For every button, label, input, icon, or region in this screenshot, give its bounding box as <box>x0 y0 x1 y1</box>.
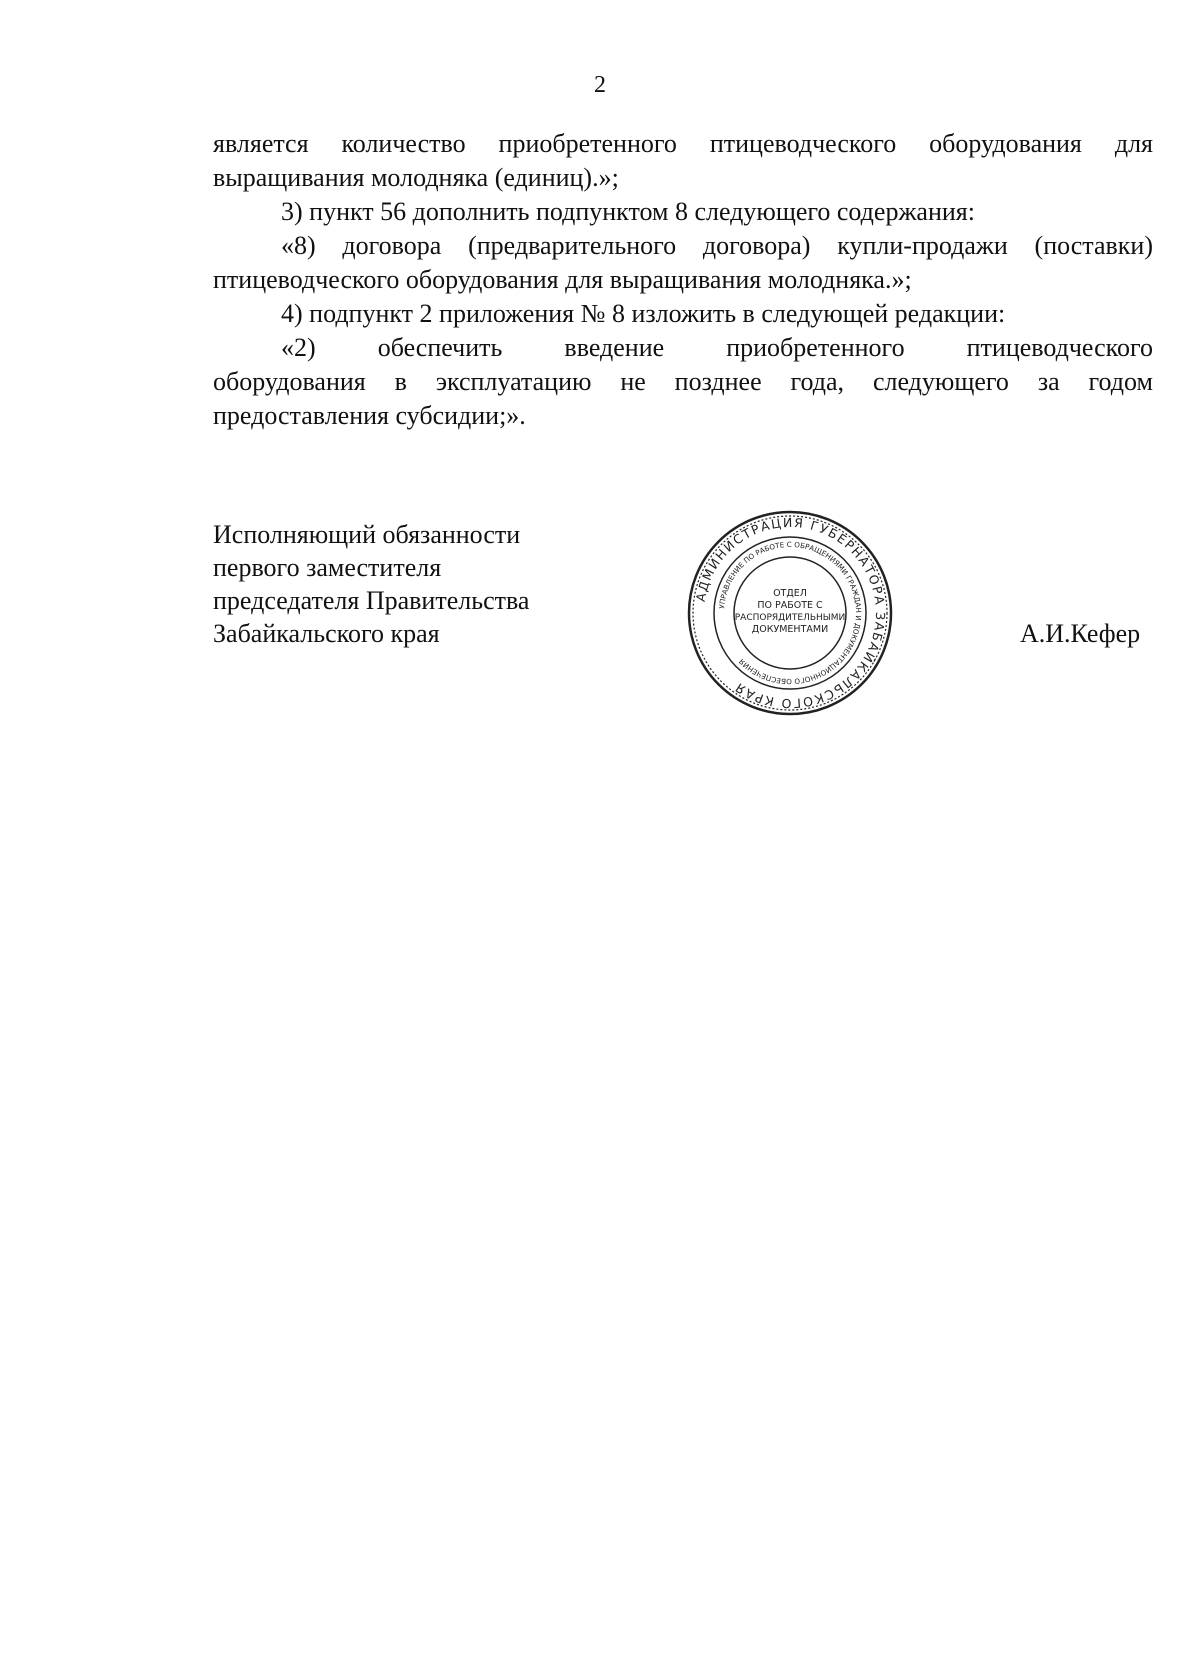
paragraph-continuation: является количество приобретенного птицеводческого оборудования для выращивания молодняка (единиц).»; <box>213 129 1153 192</box>
seal-center-line: ОТДЕЛ <box>773 588 807 599</box>
document-body <box>213 127 1153 433</box>
paragraph-subitem-2-line-1: «2) обеспечить введение приобретенного птицеводческого <box>281 333 1153 362</box>
seal-inner-ring-text: УПРАВЛЕНИЕ ПО РАБОТЕ С ОБРАЩЕНИЯМИ ГРАЖДАН И ДОКУМЕНТАЦИОННОГО ОБЕСПЕЧЕНИЯ <box>717 539 864 687</box>
page-number: 2 <box>594 72 606 98</box>
signatory-title-line: Исполняющий обязанности <box>213 520 521 549</box>
seal-center-line: ПО РАБОТЕ С <box>757 600 823 611</box>
signer-name: А.И.Кефер <box>1020 619 1141 648</box>
seal-center-line: РАСПОРЯДИТЕЛЬНЫМИ <box>734 613 846 623</box>
paragraph-item-4: 4) подпункт 2 приложения № 8 изложить в следующей редакции: <box>281 299 1006 328</box>
official-seal <box>685 508 895 718</box>
seal-outer-text: АДМИНИСТРАЦИЯ ГУБЕРНАТОРА ЗАБАЙКАЛЬСКОГО КРАЯ <box>692 514 889 712</box>
signatory-title-line: председателя Правительства <box>213 586 530 615</box>
paragraph-subitem-2-rest: оборудования в эксплуатацию не позднее года, следующего за годом предоставления субсидии;». <box>213 367 1153 430</box>
signatory-title-line: первого заместителя <box>213 553 442 582</box>
signatory-title-line: Забайкальского края <box>213 619 440 648</box>
signatory-title <box>213 518 613 650</box>
seal-center-line: ДОКУМЕНТАМИ <box>751 624 829 635</box>
paragraph-item-3: 3) пункт 56 дополнить подпунктом 8 следующего содержания: <box>281 197 975 226</box>
paragraph-subitem-8: «8) договора (предварительного договора) купли-продажи (поставки) птицеводческого оборудования для выращивания молодняка.»; <box>213 231 1153 294</box>
seal-graphic <box>685 508 895 718</box>
